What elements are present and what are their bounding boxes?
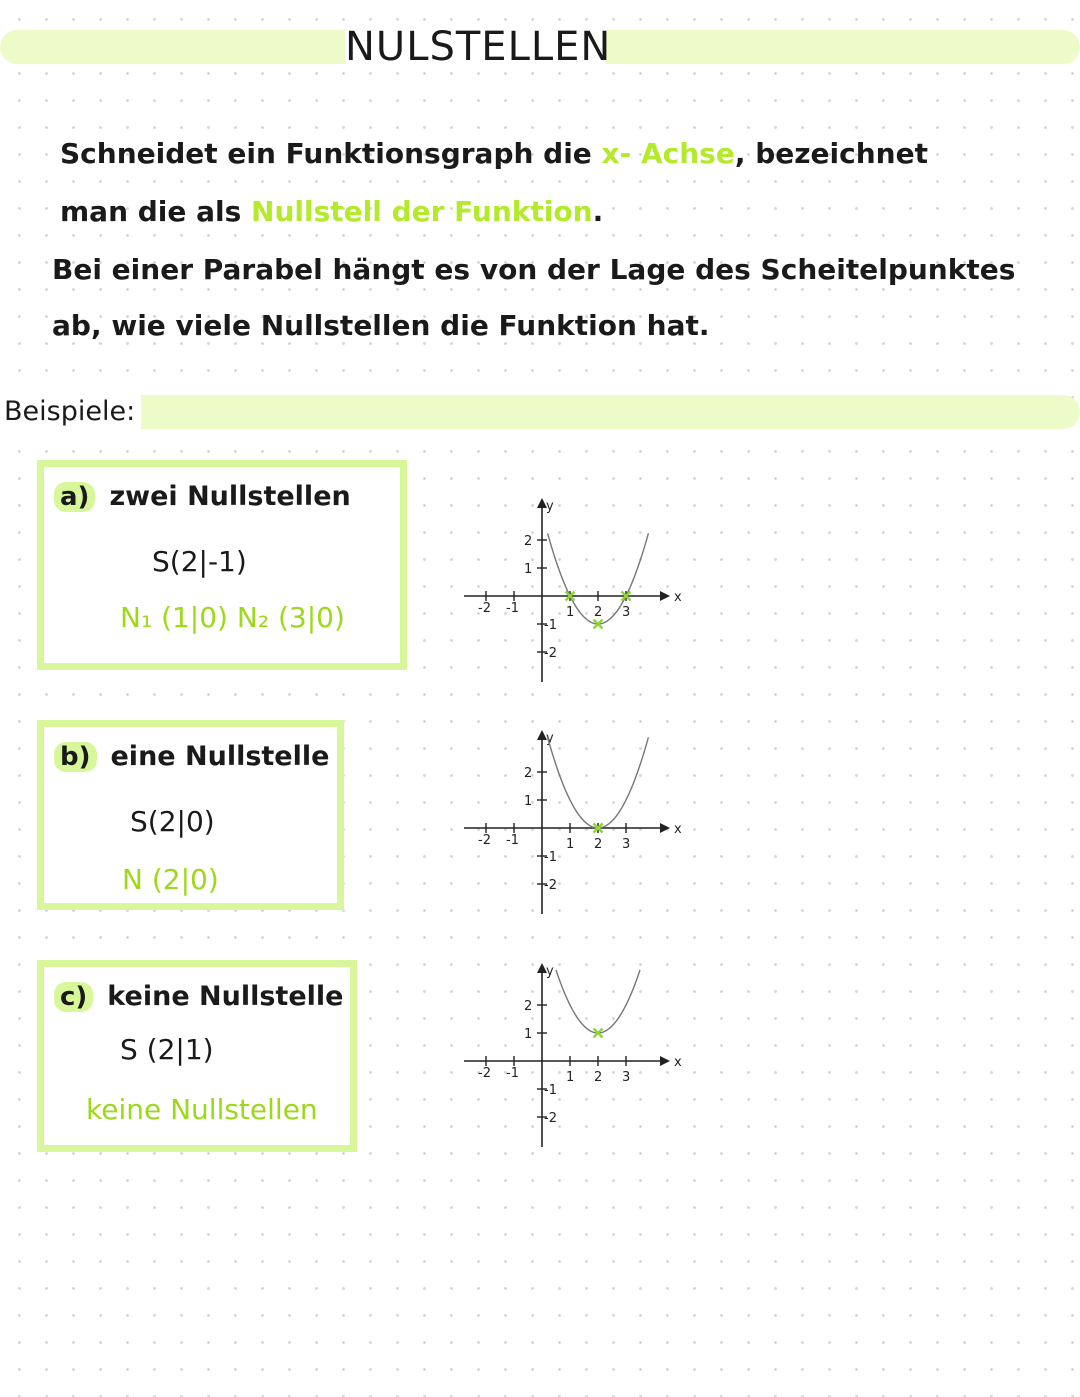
intro-line-2-end: . [592, 195, 604, 228]
graph-a-y-label: y [546, 499, 554, 514]
graph-b-y-label: y [546, 731, 554, 746]
example-c-heading: keine Nullstelle [107, 981, 344, 1012]
graph-b-x-label: x [674, 822, 682, 837]
graph-c-ytick-label: -2 [544, 1111, 557, 1126]
graph-a-ytick-label: -1 [544, 618, 557, 633]
graph-c-parabola [556, 970, 640, 1033]
graph-c-ytick-label: -1 [544, 1083, 557, 1098]
graph-a-svg [440, 490, 690, 690]
graph-b-x-arrow [660, 823, 670, 833]
graph-b-ytick-label: 2 [524, 766, 533, 781]
graph-b-xtick-label: 2 [594, 837, 603, 852]
example-b-heading: eine Nullstelle [110, 741, 330, 772]
graph-c-xtick-label: 1 [566, 1070, 575, 1085]
graph-a-xtick-label: 2 [594, 605, 603, 620]
example-a-box [37, 460, 407, 670]
graph-a [440, 490, 690, 690]
example-c-vertex: S (2|1) [120, 1033, 214, 1066]
graph-a-ytick-label: -2 [544, 646, 557, 661]
graph-a-x-arrow [660, 591, 670, 601]
example-a-zeros: N₁ (1|0) N₂ (3|0) [120, 601, 345, 634]
graph-c [440, 955, 690, 1155]
graph-c-ytick-label: 2 [524, 999, 533, 1014]
example-c-zeros: keine Nullstellen [86, 1093, 318, 1126]
intro-line-4: ab, wie viele Nullstellen die Funktion hat. [52, 309, 710, 342]
graph-a-xtick-label: -2 [478, 601, 491, 616]
example-a-label-row [54, 481, 351, 512]
graph-a-xtick-label: 1 [566, 605, 575, 620]
example-a-heading: zwei Nullstellen [109, 481, 351, 512]
graph-a-ytick-label: 2 [524, 534, 533, 549]
example-b-label-row [54, 741, 329, 772]
graph-a-ytick-label: 1 [524, 562, 533, 577]
example-a-letter: a) [54, 482, 95, 512]
intro-line-1-end: , bezeichnet [734, 137, 928, 170]
x-achse-highlight: x- Achse [601, 137, 735, 170]
nullstelle-term-highlight: Nullstell der Funktion [251, 195, 593, 228]
example-a-vertex: S(2|-1) [152, 545, 247, 578]
page-title: NULSTELLEN [345, 24, 612, 70]
graph-c-xtick-label: -1 [506, 1066, 519, 1081]
graph-c-x-label: x [674, 1055, 682, 1070]
graph-c-ytick-label: 1 [524, 1027, 533, 1042]
graph-c-x-arrow [660, 1056, 670, 1066]
graph-c-xtick-label: -2 [478, 1066, 491, 1081]
intro-line-1-start: Schneidet ein Funktionsgraph die [60, 137, 602, 170]
example-c-letter: c) [54, 982, 93, 1012]
intro-line-2 [60, 192, 603, 232]
intro-line-3: Bei einer Parabel hängt es von der Lage des Scheitelpunktes [52, 253, 1016, 286]
graph-b-xtick-label: -1 [506, 833, 519, 848]
example-b-vertex: S(2|0) [130, 805, 215, 838]
graph-b-ytick-label: -1 [544, 850, 557, 865]
graph-b-parabola [548, 737, 649, 828]
graph-c-xtick-label: 3 [622, 1070, 631, 1085]
example-c-box [37, 960, 357, 1152]
intro-line-1 [60, 134, 928, 174]
examples-label: Beispiele: [4, 392, 141, 432]
graph-b-xtick-label: -2 [478, 833, 491, 848]
example-c-label-row [54, 981, 343, 1012]
graph-a-x-label: x [674, 590, 682, 605]
graph-b-svg [440, 722, 690, 922]
graph-b-xtick-label: 3 [622, 837, 631, 852]
graph-b-xtick-label: 1 [566, 837, 575, 852]
graph-b [440, 722, 690, 922]
graph-a-xtick-label: -1 [506, 601, 519, 616]
examples-highlight-band [118, 395, 1080, 429]
example-b-letter: b) [54, 742, 97, 772]
intro-line-2-start: man die als [60, 195, 252, 228]
example-b-box [37, 720, 344, 910]
graph-c-svg [440, 955, 690, 1155]
graph-b-ytick-label: 1 [524, 794, 533, 809]
graph-b-ytick-label: -2 [544, 878, 557, 893]
graph-c-xtick-label: 2 [594, 1070, 603, 1085]
graph-a-xtick-label: 3 [622, 605, 631, 620]
graph-c-y-label: y [546, 964, 554, 979]
example-b-zeros: N (2|0) [122, 863, 219, 896]
